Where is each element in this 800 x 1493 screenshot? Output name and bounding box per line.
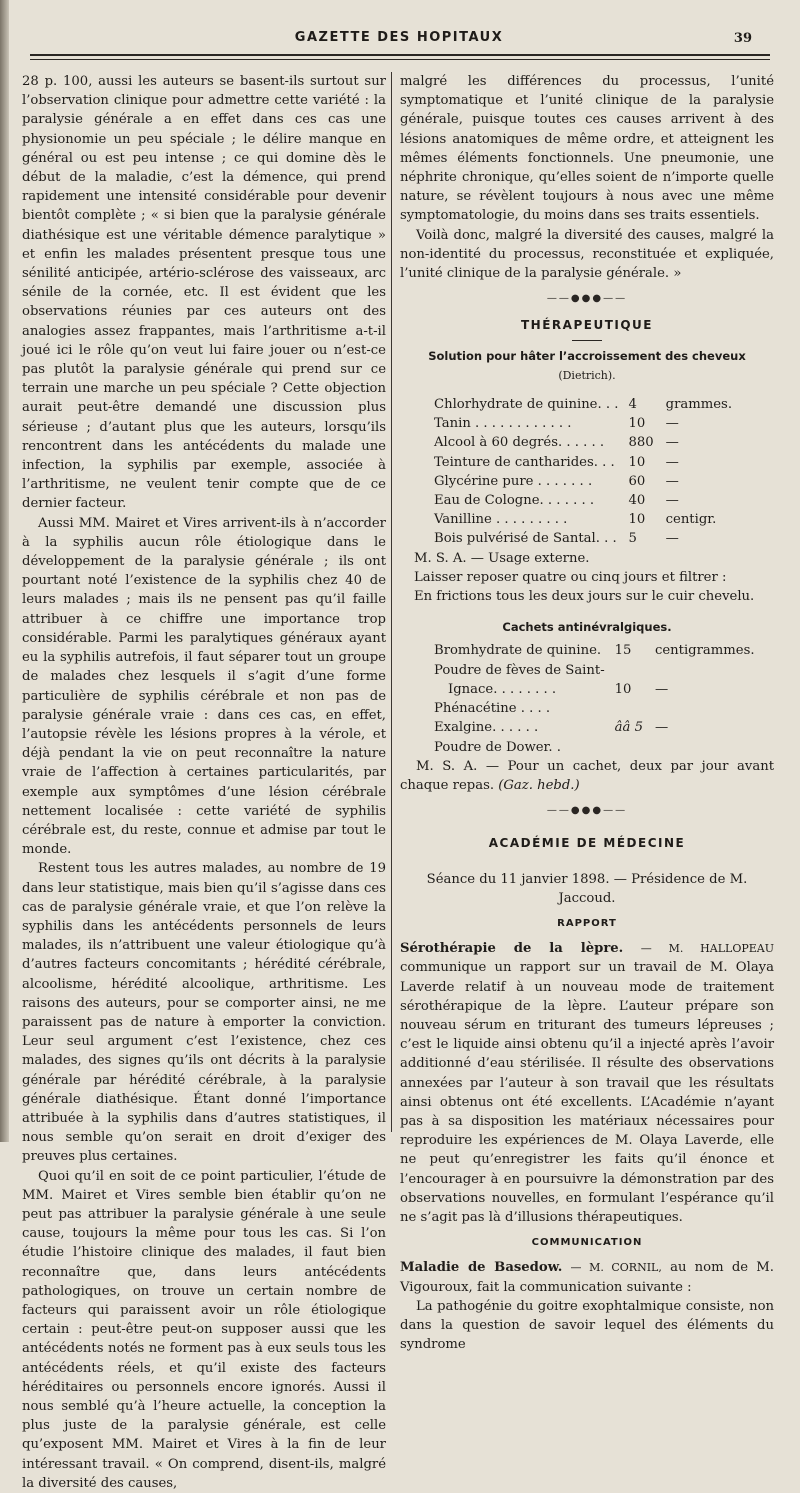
recipe1-note: Laisser reposer quatre ou cinq jours et filtrer :: [414, 569, 727, 585]
quantity: 880: [628, 435, 654, 451]
ingredient: Exalgine. . . . . .: [434, 720, 539, 736]
section-ornament: ——●●●——: [546, 805, 628, 817]
communication-paragraph-2: La pathogénie du goitre exophtalmique consiste, non dans la question de savoir lequel des éléments du syndrome: [400, 1298, 774, 1353]
page-binding-edge: [0, 0, 9, 1142]
recipe-row: [434, 453, 732, 472]
recipe2-source: (Gaz. hebd.): [498, 777, 580, 793]
recipe-row: [434, 510, 732, 529]
recipe1-table: [434, 395, 732, 549]
paragraph: Voilà donc, malgré la diversité des causes, malgré la non-identité du processus, reconstituée et expliquée, l’unité clinique de la paralysie générale. »: [400, 227, 774, 282]
communication-paragraph: [400, 1258, 774, 1296]
unit: —: [665, 435, 679, 451]
paragraph: Quoi qu’il en soit de ce point particulier, l’étude de MM. Mairet et Vires semble bien établir qu’on ne peut pas attribuer la paralysie générale à une seule cause, toujours la même pour tous les cas. Si l’on étudie l’histoire clinique des malades, il faut bien reconnaître que, dans leurs antécédents pathologiques, on trouve un certain nombre de facteurs qui paraissent avoir un rôle étiologique certain : peut-être peut-on supposer aussi que les antécédents notés ne forment pas à eux seuls tous les antécédents réels, et qu’il existe des facteurs héréditaires ou personnels encore ignorés. Aussi il nous semblé qu’à l’heure actuelle, la conception la plus juste de la paralysie générale, est celle qu’exposent MM. Mairet et Vires à la fin de leur intéressant travail. « On comprend, disent-ils, malgré la diversité des causes,: [22, 1168, 386, 1491]
header-rule-thick: [30, 54, 770, 56]
paragraph: Restent tous les autres malades, au nombre de 19 dans leur statistique, mais bien qu’il s’agisse dans ces cas de paralysie générale vraie, et que l’on relève la syphilis dans les antécédents personnels de leurs malades, ils n’attribuent une valeur étiologique qu’à d’autres facteurs concomitants ; hérédité cérébrale, alcoolisme, hérédité alcoolique, arthritisme. Les raisons des auteurs, pour se comporter ainsi, ne me paraissent pas de nature à emporter la conviction. Leur seul argument c’est l’existence, chez ces malades, des signes qu’ils ont décrits à la paralysie générale par hérédité cérébrale, à la paralysie générale diathésique. Étant donné l’importance attribuée à la syphilis dans d’autres statistiques, il nous semble qu’on serait en droit d’exiger des preuves plus certaines.: [22, 861, 386, 1165]
paragraph: 28 p. 100, aussi les auteurs se basent-ils surtout sur l’observation clinique pour admettre cette variété : la paralysie générale a en effet dans ces cas une physionomie un peu spéciale ; le délire manque en général ou est peu intense ; ce qui domine dès le début de la maladie, c’est la démence, qui prend rapidement une intensité considérable pour devenir bientôt complète ; « si bien que la paralysie générale diathésique est une véritable démence paralytique » et enfin les malades présentent presque tous une sénilité anticipée, artério-sclérose des vaisseaux, arc sénile de la cornée, etc. Il est évident que les observations réunies par ces auteurs ont des analogies assez frappantes, mais l’arthritisme a-t-il joué ici le rôle qu’on veut lui faire jouer ou n’est-ce pas plutôt la paralysie générale qui prend sur ce terrain une marche un peu spéciale ? Cette objection aurait peut-être demandé une discussion plus sérieuse ; d’autant plus que les auteurs, lorsqu’ils rencontrent dans les antécédents du malade une infection, la syphilis par exemple, associée à l’arthritisme, ne veulent tenir compte que de ce dernier facteur.: [22, 74, 386, 512]
recipe2-title: Cachets antinévralgiques.: [502, 620, 672, 635]
academie-title: ACADÉMIE DE MÉDECINE: [488, 836, 686, 851]
ingredient: Vanilline . . . . . . . . .: [434, 512, 568, 528]
quantity: [605, 738, 643, 757]
recipe2-note-text: M. S. A. — Pour un cachet, deux par jour avant chaque repas.: [400, 758, 774, 793]
unit: —: [665, 454, 679, 470]
ingredient: Ignace. . . . . . . .: [448, 681, 557, 697]
recipe-row: [434, 395, 732, 414]
quantity: 4: [628, 397, 637, 413]
recipe-row: [434, 472, 732, 491]
page-number: 39: [733, 31, 752, 46]
recipe-row: [434, 433, 732, 452]
quantity: 40: [628, 493, 646, 509]
recipe-row: [434, 529, 732, 548]
header-rule-thin: [30, 59, 770, 60]
ingredient: Phénacétine . . . .: [434, 701, 551, 717]
unit: —: [665, 531, 679, 547]
unit: [643, 699, 755, 718]
ingredient: Tanin . . . . . . . . . . . .: [434, 416, 572, 432]
ingredient: Bois pulvérisé de Santal. . .: [434, 531, 617, 547]
comm-title: Maladie de Basedow.: [400, 1260, 563, 1276]
quantity: [605, 699, 643, 718]
paragraph: malgré les différences du processus, l’unité symptomatique et l’unité clinique de la paralysie générale, puisque toutes ces causes arrivent à des lésions anatomiques de même ordre, et atteignent les mêmes éléments fonctionnels. Une pneumonie, une néphrite chronique, qu’elles soient de n’importe quelle nature, se révèlent toujours à nous avec une même symptomatologie, du moins dans ses traits essentiels.: [400, 74, 774, 224]
rapport-paragraph: [400, 939, 774, 1227]
unit: —: [654, 720, 669, 736]
recipe-row: [434, 680, 755, 699]
quantity: 5: [628, 531, 637, 547]
comm-text: au nom de M. Vigouroux, fait la communication suivante :: [400, 1260, 774, 1295]
recipe2-note: [400, 757, 774, 795]
recipe1-note: M. S. A. — Usage externe.: [414, 550, 590, 566]
rapport-author: — M. HALLOPEAU: [640, 942, 774, 956]
rapport-text: communique un rapport sur un travail de M. Olaya Laverde relatif à un nouveau mode de traitement sérothérapique de la lèpre. L’auteur prépare son nouveau sérum en triturant des tumeurs lépreuses ; c’est le liquide ainsi obtenu qu’il a injecté après l’avoir additionné d’eau stérilisée. Il résulte des observations annexées par l’auteur à son travail que les résultats ainsi obtenus ont été excellents. L’Académie n’ayant pas à sa disposition les matériaux nécessaires pour reproduire les expériences de M. Olaya Laverde, elle ne peut qu’enregistrer les faits qu’il énonce et l’encourager à en poursuivre la démonstration par des observations nouvelles, en formulant l’espérance qu’il ne s’agit pas là d’illusions thérapeutiques.: [400, 960, 774, 1225]
ingredient: Teinture de cantharides. . .: [434, 454, 615, 470]
paragraph: Aussi MM. Mairet et Vires arrivent-ils à n’accorder à la syphilis aucun rôle étiologique dans le développement de la paralysie générale ; ils ont pourtant noté l’existence de la syphilis chez 40 de leurs malades ; mais ils ne pensent pas qu’il faille attribuer à ce chiffre une importance trop considérable. Parmi les paralytiques généraux ayant eu la syphilis autrefois, il faut séparer tout un groupe de malades chez lesquels il s’agit d’une forme particulière de syphilis cérébrale et non pas de paralysie générale vraie : dans ces cas, en effet, l’autopsie révèle les lésions propres à la vérole, et déjà pendant la vie on peut reconnaître la nature vraie de l’affection à certaines particularités, par exemple aux symptômes d’une lésion cérébrale nettement localisée : cette variété de syphilis cérébrale est, du reste, connue et admise par tout le monde.: [22, 515, 386, 858]
unit: —: [665, 416, 679, 432]
unit: [643, 738, 755, 757]
column-divider: [391, 72, 392, 1132]
therapeutique-title: THÉRAPEUTIQUE: [521, 318, 653, 333]
journal-title: GAZETTE DES HOPITAUX: [294, 30, 504, 45]
ingredient: Poudre de fèves de Saint-: [434, 662, 605, 678]
recipe1-title: Solution pour hâter l’accroissement des cheveux: [428, 348, 746, 363]
recipe-row: [434, 491, 732, 510]
quantity: 10: [628, 512, 646, 528]
ingredient: Alcool à 60 degrés. . . . . .: [434, 435, 605, 451]
recipe1-note: En frictions tous les deux jours sur le cuir chevelu.: [414, 589, 755, 605]
ingredient: Eau de Cologne. . . . . . .: [434, 493, 595, 509]
comm-author: — M. CORNIL,: [570, 1261, 662, 1275]
recipe-row: [434, 718, 755, 737]
recipe-row: [434, 414, 732, 433]
unit: —: [665, 473, 679, 489]
unit: —: [665, 493, 679, 509]
quantity: 60: [628, 473, 646, 489]
quantity: 15: [614, 643, 632, 659]
ingredient: Poudre de Dower. .: [434, 739, 561, 755]
unit: —: [654, 681, 669, 697]
left-column: [22, 72, 386, 1493]
quantity: 10: [628, 416, 646, 432]
short-rule: [572, 340, 602, 341]
quantity: 10: [614, 681, 632, 697]
unit: [643, 661, 755, 680]
rapport-title: Sérothérapie de la lèpre.: [400, 941, 624, 957]
recipe-row: [434, 661, 755, 680]
ingredient: Chlorhydrate de quinine. . .: [434, 397, 619, 413]
communication-heading: COMMUNICATION: [531, 1237, 643, 1249]
right-column: [400, 72, 774, 1354]
rapport-heading: RAPPORT: [557, 917, 617, 929]
section-ornament: ——●●●——: [546, 293, 628, 305]
recipe1-author: (Dietrich).: [558, 368, 616, 382]
recipe-row: [434, 641, 755, 660]
recipe-row: [434, 699, 755, 718]
ingredient: Glycérine pure . . . . . . .: [434, 473, 593, 489]
unit: centigrammes.: [654, 643, 755, 659]
quantity: 10: [628, 454, 646, 470]
quantity: ââ 5: [614, 720, 643, 736]
recipe-row: [434, 738, 755, 757]
unit: grammes.: [665, 397, 733, 413]
quantity: [605, 661, 643, 680]
session-line: Séance du 11 janvier 1898. — Présidence de M. Jaccoud.: [426, 871, 748, 906]
ingredient: Bromhydrate de quinine.: [434, 643, 602, 659]
unit: centigr.: [665, 512, 717, 528]
recipe2-table: [434, 641, 755, 756]
